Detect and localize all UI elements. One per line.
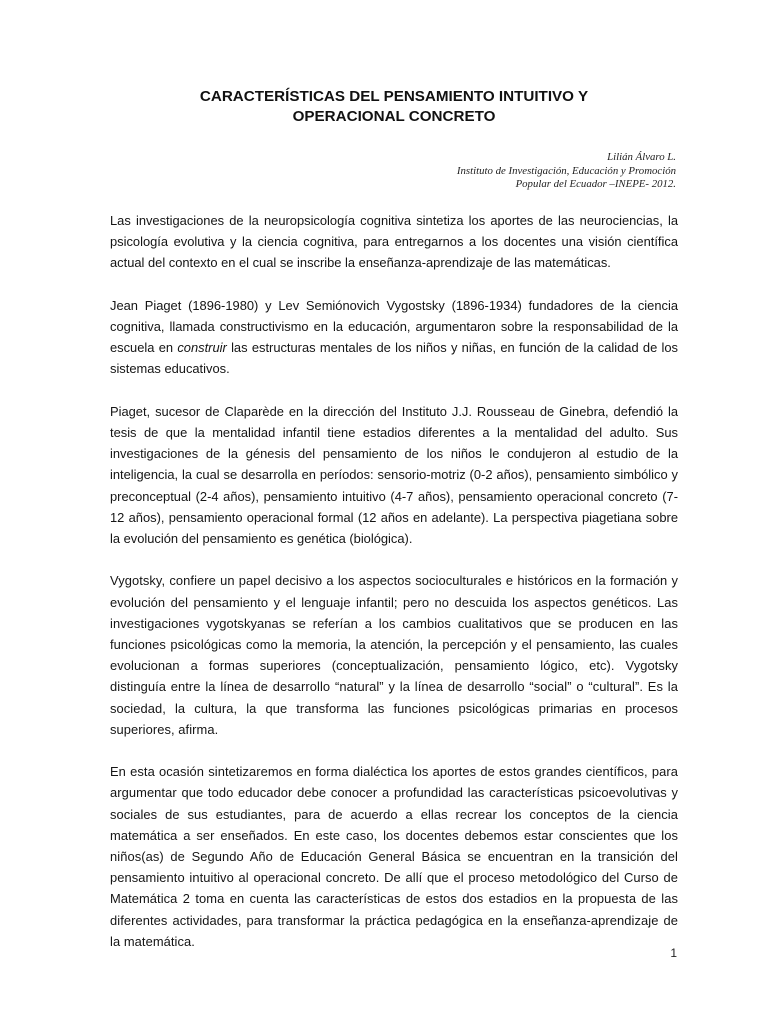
paragraph-4: Vygotsky, confiere un papel decisivo a los aspectos socioculturales e históricos en la formación y evolución del pensamiento y el lenguaje infantil; pero no descuida los aspectos genéticos. Las investigaciones vygotskyanas se referían a los cambios cualitativos que se producen en las funciones psicológicas como la memoria, la atención, la percepción y el pensamiento, las cuales evolucionan a formas superiores (conceptualización, pensamiento lógico, etc). Vygotsky distinguía entre la línea de desarrollo “natural” y la línea de desarrollo “social” o “cultural”. Es la sociedad, la cultura, la que transforma las funciones psicológicas primarias en procesos superiores, afirma. xyxy=(110,573,678,737)
paragraph-2-text-before: Jean Piaget (1896-1980) y Lev Semiónovich Vygostsky (1896-1934) fundadores de la ciencia cognitiva, llamada constructivismo en la educación, argumentaron sobre la responsabilidad de la escuela en xyxy=(110,297,678,356)
document-title xyxy=(110,87,678,127)
author-block xyxy=(256,151,676,192)
author-name: Lilián Álvaro L. xyxy=(607,151,676,163)
author-affiliation-line-1: Instituto de Investigación, Educación y Promoción xyxy=(456,164,676,177)
paragraph-2 xyxy=(110,295,678,380)
title-line-2: OPERACIONAL CONCRETO xyxy=(292,108,496,125)
document-body xyxy=(110,210,678,973)
paragraph-5: En esta ocasión sintetizaremos en forma dialéctica los aportes de estos grandes científicos, para argumentar que todo educador debe conocer a profundidad las características psicoevolutivas y sociales de sus estudiantes, para de acuerdo a ellas recrear los conceptos de la ciencia matemática a ser enseñados. En este caso, los docentes debemos estar conscientes que los niños(as) de Segundo Año de Educación General Básica se encuentran en la transición del pensamiento intuitivo al operacional concreto. De allí que el proceso metodológico del Curso de Matemática 2 toma en cuenta las características de estos dos estadios en la propuesta de las diferentes actividades, para transformar la práctica pedagógica en la enseñanza-aprendizaje de la matemática. xyxy=(110,764,678,949)
paragraph-1: Las investigaciones de la neuropsicología cognitiva sintetiza los aportes de las neurociencias, la psicología evolutiva y la ciencia cognitiva, para entregarnos a los docentes una visión científica actual del contexto en el cual se inscribe la enseñanza-aprendizaje de las matemáticas. xyxy=(110,213,678,271)
author-affiliation-line-2: Popular del Ecuador –INEPE- 2012. xyxy=(515,178,676,190)
paragraph-3: Piaget, sucesor de Claparède en la dirección del Instituto J.J. Rousseau de Ginebra, defendió la tesis de que la mentalidad infantil tiene estadios diferentes a la mentalidad del adulto. Sus investigaciones de la génesis del pensamiento de los niños le condujeron al estudio de la inteligencia, la cual se desarrolla en períodos: sensorio-motriz (0-2 años), pensamiento simbólico y preconceptual (2-4 años), pensamiento intuitivo (4-7 años), pensamiento operacional concreto (7-12 años), pensamiento operacional formal (12 años en adelante). La perspectiva piagetiana sobre la evolución del pensamiento es genética (biológica). xyxy=(110,403,678,547)
paragraph-2-text-after: las estructuras mentales de los niños y niñas, en función de la calidad de los sistemas educativos. xyxy=(110,340,679,377)
title-line-1: CARACTERÍSTICAS DEL PENSAMIENTO INTUITIVO Y xyxy=(199,88,589,105)
page-number: 1 xyxy=(670,946,677,960)
paragraph-2-italic-word: construir xyxy=(177,340,227,356)
